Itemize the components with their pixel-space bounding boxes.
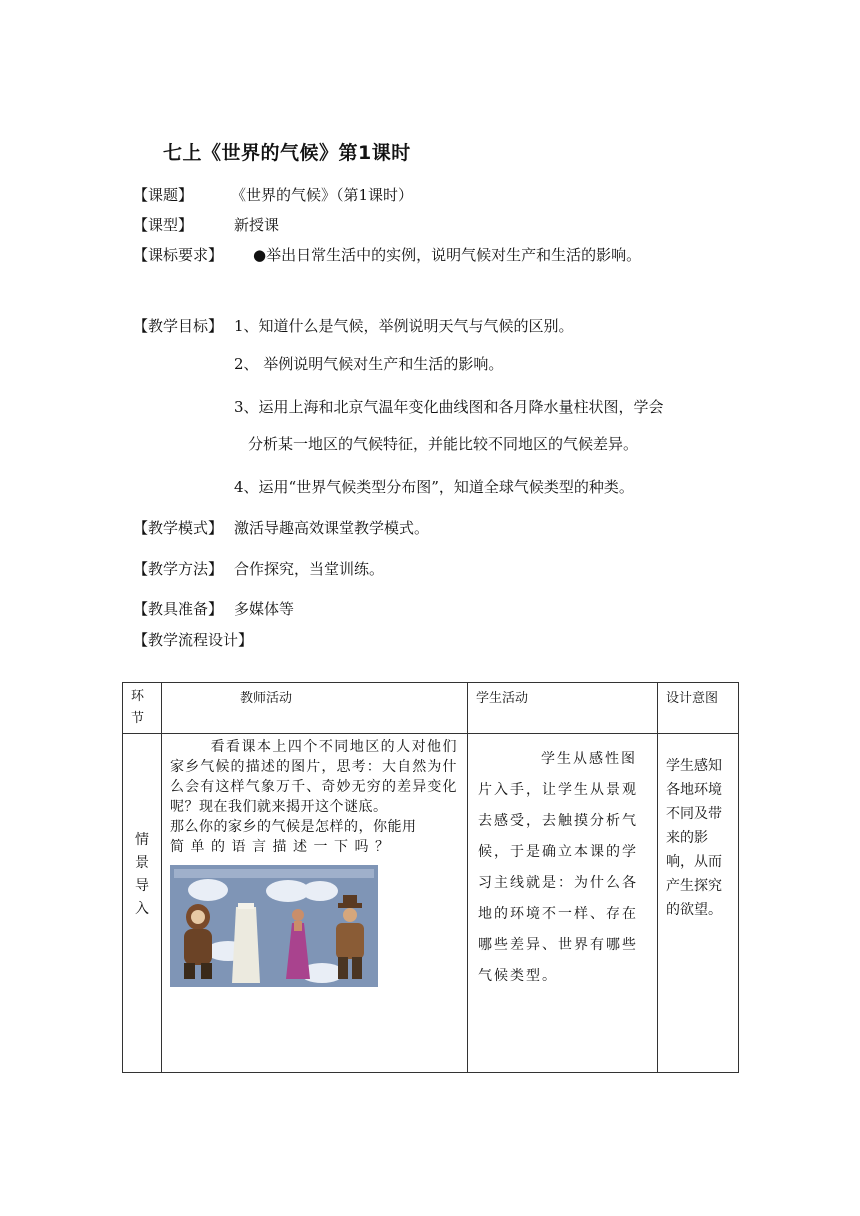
flow-label: 【教学流程设计】: [133, 631, 254, 649]
teacher-paragraph: 那么你的家乡的气候是怎样的，你能用: [170, 819, 417, 835]
student-text-first: 学生从感性图: [541, 751, 637, 767]
mode-value: 激活导趣高效课堂教学模式。: [234, 519, 430, 537]
objective-item: 分析某一地区的气候特征，并能比较不同地区的气候差异。: [248, 435, 639, 453]
header-stage: 环节: [123, 683, 162, 734]
mode-label: 【教学模式】: [133, 519, 224, 537]
objective-item: 3、运用上海和北京气温年变化曲线图和各月降水量柱状图，学会: [234, 398, 664, 416]
type-label: 【课型】: [133, 216, 194, 234]
table-row: [123, 734, 739, 1073]
student-activity-cell: [468, 734, 658, 1073]
teacher-paragraph: 简单的语言描述一下吗？: [170, 839, 396, 855]
teacher-paragraph: 看看课本上四个不同地区的人对他们家乡气候的描述的图片，思考：大自然为什么会有这样气象万千、奇妙无穷的差异变化呢？现在我们就来揭开这个谜底。: [170, 739, 457, 815]
objectives-label: 【教学目标】: [133, 317, 224, 335]
teacher-activity-cell: [162, 734, 468, 1073]
climate-people-illustration: [170, 865, 378, 987]
header-student: 学生活动: [468, 683, 658, 734]
topic-value: 《世界的气候》（第1课时）: [231, 186, 414, 204]
header-teacher: 教师活动: [162, 683, 468, 734]
standard-value: ●举出日常生活中的实例，说明气候对生产和生活的影响。: [253, 246, 642, 264]
tools-label: 【教具准备】: [133, 600, 224, 618]
objective-item: 4、运用“世界气候类型分布图”，知道全球气候类型的种类。: [234, 478, 634, 496]
table-header-row: [123, 683, 739, 734]
stage-name: 情景导入: [135, 832, 149, 917]
standard-label: 【课标要求】: [133, 246, 224, 264]
objective-item: 1、知道什么是气候，举例说明天气与气候的区别。: [234, 317, 574, 335]
page-title: 七上《世界的气候》第1课时: [163, 142, 411, 164]
topic-label: 【课题】: [133, 186, 194, 204]
stage-cell: [123, 734, 162, 1073]
design-intent-text: 学生感知各地环境不同及带来的影响，从而产生探究的欲望。: [666, 758, 722, 918]
teaching-flow-table: [122, 682, 739, 1073]
objective-item: 2、 举例说明气候对生产和生活的影响。: [234, 355, 504, 373]
header-intent: 设计意图: [658, 683, 739, 734]
type-value: 新授课: [234, 216, 280, 234]
design-intent-cell: [658, 734, 739, 1073]
student-text: 片入手，让学生从景观去感受，去触摸分析气候，于是确立本课的学习主线就是：为什么各地的环境不一样、存在哪些差异、世界有哪些气候类型。: [478, 782, 638, 984]
tools-value: 多媒体等: [234, 600, 295, 618]
method-value: 合作探究，当堂训练。: [234, 560, 385, 578]
method-label: 【教学方法】: [133, 560, 224, 578]
